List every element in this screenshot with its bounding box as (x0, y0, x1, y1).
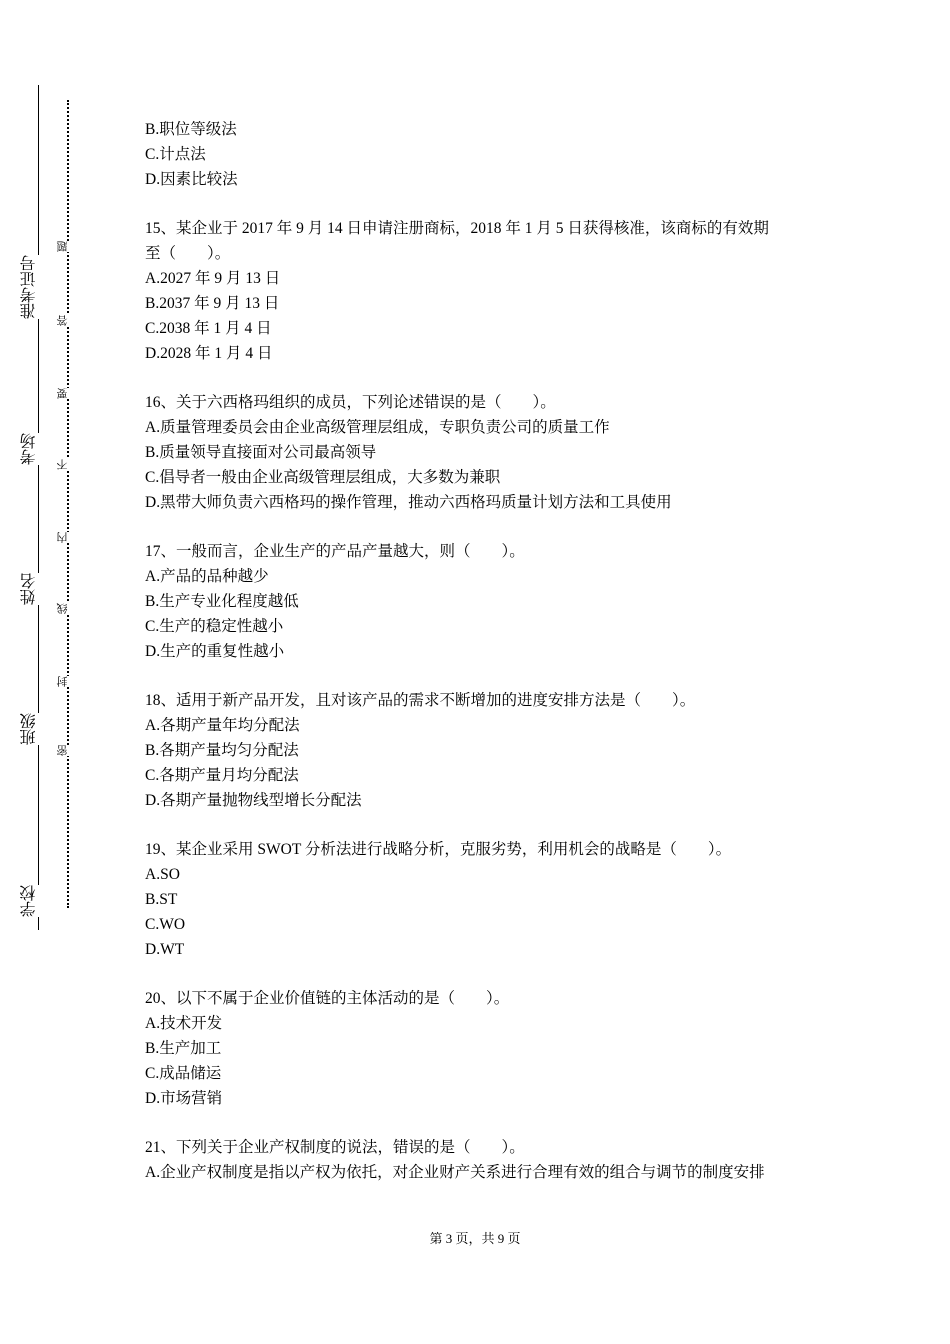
option-c: C.生产的稳定性越小 (145, 618, 284, 635)
option-a: A.2027 年 9 月 13 日 (145, 270, 281, 287)
option-d: D.黑带大师负责六西格玛的操作管理，推动六西格玛质量计划方法和工具使用 (145, 494, 672, 511)
option-c: C.各期产量月均分配法 (145, 767, 299, 784)
seal-char-da: 答 (58, 315, 76, 326)
question-stem: 17、一般而言，企业生产的产品产量越大，则（ ）。 (145, 543, 525, 560)
option-c: C.倡导者一般由企业高级管理层组成，大多数为兼职 (145, 469, 501, 486)
option-a: A.质量管理委员会由企业高级管理层组成，专职负责公司的质量工作 (145, 419, 610, 436)
option-b: B.ST (145, 891, 178, 908)
option-c: C.2038 年 1 月 4 日 (145, 320, 272, 337)
label-school: 学校 (22, 885, 54, 917)
seal-char-mi: 密 (58, 745, 76, 756)
question-21 (145, 1135, 825, 1185)
seal-dotted-line (67, 100, 69, 908)
question-19 (145, 837, 825, 962)
question-stem: 21、下列关于企业产权制度的说法，错误的是（ ）。 (145, 1139, 525, 1156)
question-14-continuation (145, 117, 825, 192)
option-b: B.生产加工 (145, 1040, 222, 1057)
question-stem: 18、适用于新产品开发，且对该产品的需求不断增加的进度安排方法是（ ）。 (145, 692, 696, 709)
option-d: D.生产的重复性越小 (145, 643, 285, 660)
question-16 (145, 390, 825, 515)
page-footer: 第 3 页，共 9 页 (429, 1231, 521, 1246)
question-stem: 15、某企业于 2017 年 9 月 14 日申请注册商标，2018 年 1 月 5 日获得核准，该商标的有效期 (145, 220, 769, 237)
label-name: 姓名 (22, 573, 54, 605)
question-stem: 至（ ）。 (145, 245, 231, 262)
question-18 (145, 688, 825, 813)
option-a: A.SO (145, 866, 180, 883)
option-b: B.各期产量均匀分配法 (145, 742, 299, 759)
question-stem: 19、某企业采用 SWOT 分析法进行战略分析，克服劣势，利用机会的战略是（ ）。 (145, 841, 732, 858)
question-stem: 20、以下不属于企业价值链的主体活动的是（ ）。 (145, 990, 510, 1007)
option-b: B.生产专业化程度越低 (145, 593, 299, 610)
label-class: 班级 (22, 713, 54, 745)
option-d: D.因素比较法 (145, 171, 238, 188)
binding-solid-line (38, 85, 39, 930)
seal-char-nei: 内 (58, 532, 76, 543)
question-15 (145, 216, 825, 366)
seal-char-ti: 题 (58, 241, 76, 252)
option-a: A.各期产量年均分配法 (145, 717, 300, 734)
option-d: D.各期产量抛物线型增长分配法 (145, 792, 362, 809)
seal-char-bu: 不 (58, 459, 76, 470)
label-exam-room: 考场 (22, 433, 54, 465)
option-a: A.技术开发 (145, 1015, 223, 1032)
question-20 (145, 986, 825, 1111)
option-d: D.WT (145, 941, 185, 958)
option-b: B.2037 年 9 月 13 日 (145, 295, 280, 312)
option-c: C.计点法 (145, 146, 206, 163)
label-exam-number: 准考证号 (22, 255, 54, 319)
option-c: C.WO (145, 916, 186, 933)
seal-char-xian: 线 (58, 603, 76, 614)
seal-char-yao: 要 (58, 388, 76, 399)
option-c: C.成品储运 (145, 1065, 222, 1082)
question-stem: 16、关于六西格玛组织的成员，下列论述错误的是（ ）。 (145, 394, 556, 411)
option-b: B.职位等级法 (145, 121, 237, 138)
binding-margin (0, 0, 110, 1344)
question-content (145, 117, 825, 1209)
seal-char-feng: 封 (58, 676, 76, 687)
option-a: A.产品的品种越少 (145, 568, 269, 585)
option-a: A.企业产权制度是指以产权为依托，对企业财产关系进行合理有效的组合与调节的制度安排 (145, 1164, 765, 1181)
option-d: D.市场营销 (145, 1090, 223, 1107)
option-d: D.2028 年 1 月 4 日 (145, 345, 273, 362)
question-17 (145, 539, 825, 664)
option-b: B.质量领导直接面对公司最高领导 (145, 444, 377, 461)
